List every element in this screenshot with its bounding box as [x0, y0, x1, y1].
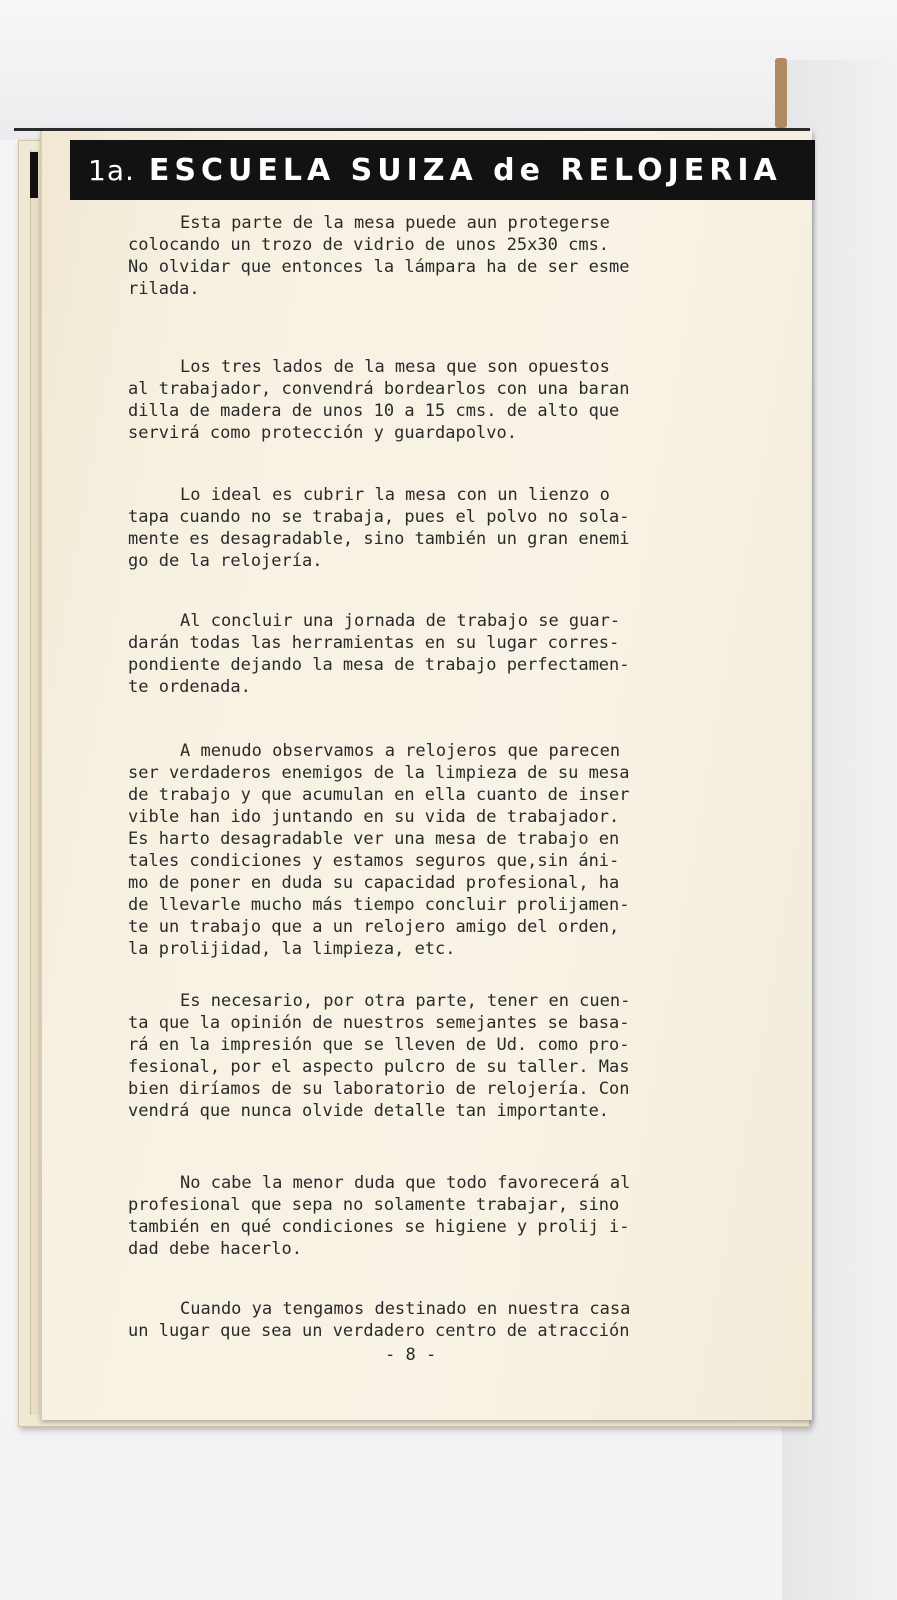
- paragraph-line: vendrá que nunca olvide detalle tan importante.: [128, 1101, 610, 1121]
- paragraph-line: No cabe la menor duda que todo favorecerá al: [180, 1173, 631, 1193]
- paragraph-line: te ordenada.: [128, 677, 251, 697]
- paragraph-line: mente es desagradable, sino también un gran enemi: [128, 529, 630, 549]
- header-title: ESCUELA SUIZA de RELOJERIA: [148, 152, 782, 188]
- paragraph-line: vible han ido juntando en su vida de trabajador.: [128, 807, 620, 827]
- paragraph-line: go de la relojería.: [128, 551, 323, 571]
- paragraph-line: rá en la impresión que se lleven de Ud. como pro-: [128, 1035, 630, 1055]
- paragraph-line: darán todas las herramientas en su lugar corres-: [128, 633, 620, 653]
- paragraph-line: tapa cuando no se trabaja, pues el polvo no sola-: [128, 507, 630, 527]
- paragraph-line: Esta parte de la mesa puede aun protegerse: [180, 213, 610, 233]
- top-rule: [14, 128, 810, 131]
- paragraph-line: Es necesario, por otra parte, tener en cuen-: [180, 991, 631, 1011]
- paragraph-line: Los tres lados de la mesa que son opuestos: [180, 357, 610, 377]
- paragraph-line: fesional, por el aspecto pulcro de su taller. Mas: [128, 1057, 630, 1077]
- paragraph-line: Cuando ya tengamos destinado en nuestra casa: [180, 1299, 631, 1319]
- paragraph-line: No olvidar que entonces la lámpara ha de ser esme: [128, 257, 630, 277]
- paragraph: [128, 740, 630, 960]
- paragraph-line: Lo ideal es cubrir la mesa con un lienzo o: [180, 485, 610, 505]
- page-number: - 8 -: [385, 1345, 437, 1365]
- background-bottom: [0, 1420, 897, 1600]
- paragraph: [128, 990, 630, 1122]
- paragraph-line: de trabajo y que acumulan en ella cuanto de inser: [128, 785, 630, 805]
- paragraph: [128, 1298, 630, 1342]
- paragraph-line: colocando un trozo de vidrio de unos 25x30 cms.: [128, 235, 610, 255]
- paragraph-line: también en qué condiciones se higiene y prolij i-: [128, 1217, 630, 1237]
- paragraph-line: Al concluir una jornada de trabajo se guar-: [180, 611, 621, 631]
- header-banner: [70, 140, 815, 200]
- paragraph-line: dilla de madera de unos 10 a 15 cms. de alto que: [128, 401, 620, 421]
- paragraph: [128, 484, 630, 572]
- paragraph-line: dad debe hacerlo.: [128, 1239, 302, 1259]
- header-number: 1a.: [88, 153, 135, 187]
- paragraph-line: bien diríamos de su laboratorio de relojería. Con: [128, 1079, 630, 1099]
- paragraph-line: ser verdaderos enemigos de la limpieza de su mesa: [128, 763, 630, 783]
- paragraph-line: rilada.: [128, 279, 200, 299]
- paragraph: [128, 212, 630, 300]
- binding-tab: [775, 58, 787, 128]
- paragraph-line: al trabajador, convendrá bordearlos con una baran: [128, 379, 630, 399]
- paragraph-line: A menudo observamos a relojeros que parecen: [180, 741, 621, 761]
- paragraph-line: un lugar que sea un verdadero centro de atracción: [128, 1321, 630, 1341]
- left-margin-mark: [30, 152, 38, 198]
- paragraph: [128, 610, 630, 698]
- paragraph-line: te un trabajo que a un relojero amigo del orden,: [128, 917, 620, 937]
- paragraph-line: servirá como protección y guardapolvo.: [128, 423, 517, 443]
- background-top: [0, 0, 897, 140]
- paragraph-line: profesional que sepa no solamente trabajar, sino: [128, 1195, 620, 1215]
- paragraph-line: pondiente dejando la mesa de trabajo perfectamen-: [128, 655, 630, 675]
- paragraph-line: Es harto desagradable ver una mesa de trabajo en: [128, 829, 620, 849]
- paragraph: [128, 1172, 630, 1260]
- paragraph-line: de llevarle mucho más tiempo concluir prolijamen-: [128, 895, 630, 915]
- paragraph-line: tales condiciones y estamos seguros que,sin áni-: [128, 851, 620, 871]
- paragraph-line: mo de poner en duda su capacidad profesional, ha: [128, 873, 620, 893]
- paragraph: [128, 356, 630, 444]
- paragraph-line: la prolijidad, la limpieza, etc.: [128, 939, 456, 959]
- paragraph-line: ta que la opinión de nuestros semejantes se basa-: [128, 1013, 630, 1033]
